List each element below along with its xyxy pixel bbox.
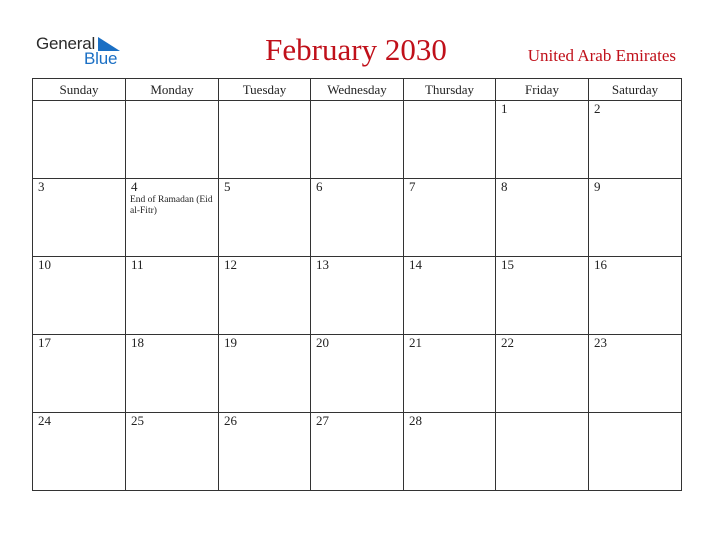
day-cell: [496, 179, 589, 257]
day-number: 23: [594, 335, 607, 350]
day-number: 5: [224, 179, 231, 194]
holiday-label: [589, 116, 681, 117]
logo-text-general: General: [36, 34, 96, 53]
day-number: 25: [131, 413, 144, 428]
holiday-label: [496, 116, 588, 117]
holiday-label: [33, 350, 125, 351]
holiday-label: [126, 272, 218, 273]
day-cell: [126, 257, 219, 335]
day-cell: [404, 101, 496, 179]
day-cell: [589, 257, 682, 335]
holiday-label: [126, 102, 218, 103]
day-cell: [589, 179, 682, 257]
day-cell: [589, 101, 682, 179]
day-cell: [589, 413, 682, 491]
day-number: 3: [38, 179, 45, 194]
holiday-label: [311, 428, 403, 429]
day-number: 8: [501, 179, 508, 194]
day-number: 1: [501, 101, 508, 116]
day-cell: [404, 179, 496, 257]
week-row: [33, 257, 682, 335]
day-cell: [33, 179, 126, 257]
day-number: 4: [131, 179, 138, 194]
holiday-label: [33, 194, 125, 195]
day-number: 16: [594, 257, 607, 272]
day-cell: [311, 257, 404, 335]
day-cell: [33, 335, 126, 413]
weekday-header: Thursday: [404, 79, 496, 101]
weekday-header-row: [33, 79, 682, 101]
day-cell: [126, 179, 219, 257]
day-cell: [496, 413, 589, 491]
holiday-label: [311, 272, 403, 273]
country-label: United Arab Emirates: [527, 46, 676, 65]
holiday-label: [126, 350, 218, 351]
day-number: 14: [409, 257, 422, 272]
day-cell: [126, 335, 219, 413]
day-cell: [311, 413, 404, 491]
holiday-label: [404, 428, 495, 429]
holiday-label: [404, 350, 495, 351]
week-row: [33, 335, 682, 413]
holiday-label: [496, 194, 588, 195]
holiday-label: [33, 272, 125, 273]
logo-text-blue: Blue: [84, 49, 118, 68]
day-number: 9: [594, 179, 601, 194]
holiday-label: [33, 428, 125, 429]
day-cell: [219, 179, 311, 257]
week-row: [33, 413, 682, 491]
day-cell: [126, 101, 219, 179]
holiday-label: End of Ramadan (Eid al-Fitr): [130, 195, 213, 216]
day-cell: [219, 101, 311, 179]
day-cell: [311, 179, 404, 257]
day-cell: [33, 257, 126, 335]
holiday-label: [496, 272, 588, 273]
weekday-header: Wednesday: [311, 79, 404, 101]
day-number: 22: [501, 335, 514, 350]
holiday-label: [219, 272, 310, 273]
day-number: 17: [38, 335, 51, 350]
day-number: 19: [224, 335, 237, 350]
holiday-label: [311, 102, 403, 103]
day-number: 20: [316, 335, 329, 350]
weekday-header: Sunday: [33, 79, 126, 101]
day-number: 6: [316, 179, 323, 194]
day-number: 2: [594, 101, 601, 116]
day-cell: [496, 257, 589, 335]
day-cell: [33, 413, 126, 491]
day-number: 18: [131, 335, 144, 350]
weekday-header: Friday: [496, 79, 589, 101]
page-title: February 2030: [265, 32, 447, 67]
calendar-grid: [32, 78, 682, 491]
holiday-label: [496, 414, 588, 415]
day-cell: [404, 335, 496, 413]
holiday-label: [589, 272, 681, 273]
day-cell: [496, 335, 589, 413]
day-number: 27: [316, 413, 329, 428]
day-cell: [496, 101, 589, 179]
day-number: 26: [224, 413, 237, 428]
holiday-label: [404, 272, 495, 273]
day-number: 15: [501, 257, 514, 272]
day-cell: [311, 335, 404, 413]
holiday-label: [589, 414, 681, 415]
holiday-label: [219, 194, 310, 195]
day-cell: [311, 101, 404, 179]
holiday-label: [404, 102, 495, 103]
holiday-label: [33, 102, 125, 103]
weekday-header: Saturday: [589, 79, 682, 101]
day-number: 13: [316, 257, 329, 272]
holiday-label: [219, 428, 310, 429]
day-cell: [404, 413, 496, 491]
holiday-label: [219, 350, 310, 351]
day-cell: [219, 413, 311, 491]
day-number: 21: [409, 335, 422, 350]
day-cell: [126, 413, 219, 491]
holiday-label: [311, 194, 403, 195]
day-cell: [33, 101, 126, 179]
holiday-label: [589, 194, 681, 195]
weekday-header: Tuesday: [219, 79, 311, 101]
day-number: 11: [131, 257, 144, 272]
day-cell: [589, 335, 682, 413]
week-row: [33, 101, 682, 179]
week-row: [33, 179, 682, 257]
holiday-label: [404, 194, 495, 195]
day-number: 10: [38, 257, 51, 272]
day-number: 7: [409, 179, 416, 194]
day-number: 12: [224, 257, 237, 272]
day-cell: [404, 257, 496, 335]
day-cell: [219, 335, 311, 413]
weekday-header: Monday: [126, 79, 219, 101]
day-number: 28: [409, 413, 422, 428]
day-cell: [219, 257, 311, 335]
holiday-label: [496, 350, 588, 351]
holiday-label: [126, 428, 218, 429]
day-number: 24: [38, 413, 51, 428]
holiday-label: [589, 350, 681, 351]
holiday-label: [219, 102, 310, 103]
holiday-label: [311, 350, 403, 351]
